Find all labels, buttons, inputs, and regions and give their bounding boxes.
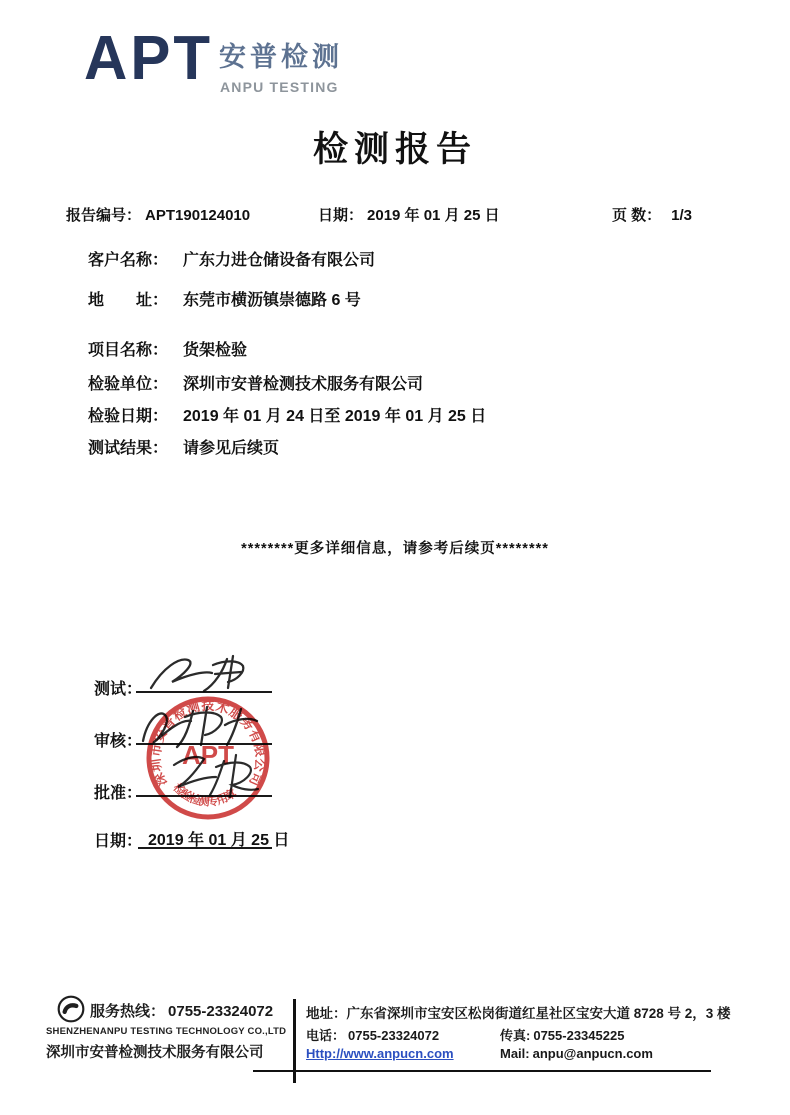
field-value: 2019 年 01 月 24 日至 2019 年 01 月 25 日 [183, 408, 487, 425]
field-value: 货架检验 [183, 342, 248, 359]
field-value: 东莞市横沥镇崇德路 6 号 [183, 292, 361, 309]
stamp-ring-text: 深圳市安普检测技术服务有限公司 [147, 697, 269, 789]
footer-tel [306, 1025, 439, 1044]
hotline-number: 0755-23324072 [168, 1003, 274, 1020]
field-label: 检验日期： [88, 408, 169, 425]
field-label: 项目名称： [88, 342, 169, 359]
apt-logo: APT [84, 22, 213, 93]
fax-value: 0755-23345225 [533, 1028, 625, 1043]
approve-signature [166, 747, 276, 802]
company-name-en: SHENZHENANPU TESTING TECHNOLOGY CO.,LTD [46, 1026, 287, 1037]
field-label: 测试结果： [88, 440, 169, 457]
footer-mail [500, 1046, 653, 1061]
signoff-date-value: 2019 年 01 月 25 日 [148, 832, 290, 849]
report-date [318, 204, 500, 225]
field-label: 检验单位： [88, 376, 169, 393]
logo-name-cn: 安普检测 [219, 42, 343, 72]
report-number [66, 204, 250, 225]
mail-label: Mail: [500, 1046, 530, 1061]
field-value: 请参见后续页 [183, 440, 280, 457]
phone-icon [56, 994, 86, 1024]
footer-horizontal-rule [253, 1070, 711, 1072]
website-link[interactable]: Http://www.anpucn.com [306, 1046, 454, 1061]
page-count-label: 页 数： [612, 207, 662, 224]
logo-name-en: ANPU TESTING [220, 79, 339, 95]
test-label: 测试： [94, 681, 143, 698]
page-count-value: 1/3 [671, 207, 693, 224]
hotline-label: 服务热线： [90, 1003, 166, 1020]
address-value: 广东省深圳市宝安区松岗街道红星社区宝安大道 8728 号 2，3 楼 [346, 1006, 731, 1021]
page-title: 检测报告 [312, 130, 477, 169]
mail-value: anpu@anpucn.com [532, 1046, 653, 1061]
field-label: 地 址： [88, 292, 169, 309]
test-signature [145, 654, 270, 694]
stamp-bottom-text: 检验检测专用章 [170, 781, 239, 809]
tel-value: 0755-23324072 [348, 1028, 440, 1043]
report-date-label: 日期： [318, 207, 364, 224]
field-label: 客户名称： [88, 252, 169, 269]
stamp-center-text: APT [182, 740, 234, 770]
more-info-notice: ********更多详细信息，请参考后续页******** [241, 541, 549, 557]
report-date-value: 2019 年 01 月 25 日 [367, 207, 500, 224]
report-number-value: APT190124010 [145, 207, 251, 224]
report-number-label: 报告编号： [66, 207, 142, 224]
date-signature-line [138, 847, 272, 849]
review-label: 审核： [94, 733, 143, 750]
address-label: 地址： [306, 1006, 347, 1021]
approve-label: 批准： [94, 785, 143, 802]
field-value: 广东力进仓储设备有限公司 [183, 252, 376, 269]
footer-website [306, 1046, 454, 1061]
footer-address [306, 1002, 731, 1022]
fax-label: 传真: [500, 1028, 531, 1043]
footer-fax [500, 1025, 624, 1044]
signoff-date-label: 日期： [94, 833, 143, 850]
review-signature [136, 701, 276, 751]
company-name-cn: 深圳市安普检测技术服务有限公司 [46, 1045, 264, 1061]
page-count [612, 204, 692, 225]
field-value: 深圳市安普检测技术服务有限公司 [183, 376, 424, 393]
service-hotline [90, 1000, 273, 1021]
tel-label: 电话： [306, 1028, 346, 1043]
